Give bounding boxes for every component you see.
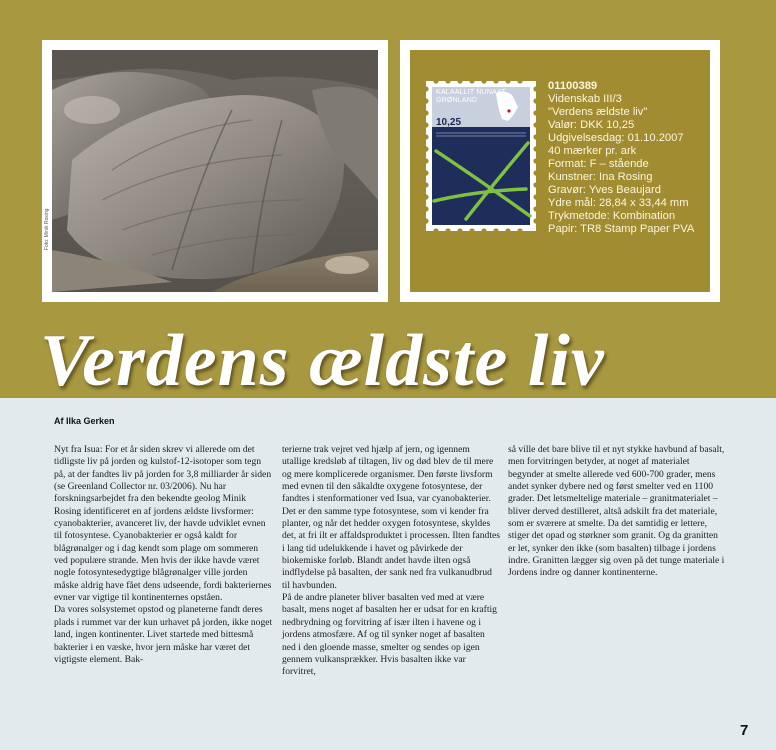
photo-credit: Foto: Minik Rosing bbox=[44, 208, 50, 250]
spec-sheet-count: 40 mærker pr. ark bbox=[548, 145, 637, 157]
rock-photo-frame bbox=[42, 40, 388, 302]
stamp-specifications bbox=[548, 80, 724, 236]
spec-artist: Kunstner: Ina Rosing bbox=[548, 171, 653, 183]
stamp-country-line2: GRØNLAND bbox=[436, 97, 478, 104]
spec-series: Videnskab III/3 bbox=[548, 93, 622, 105]
postage-stamp bbox=[426, 81, 536, 231]
spec-value: Valør: DKK 10,25 bbox=[548, 119, 635, 131]
spec-format: Format: F – stående bbox=[548, 158, 649, 170]
stamp-value: 10,25 bbox=[436, 117, 462, 128]
article-column-3 bbox=[508, 444, 726, 580]
spec-stamp-number: 01100389 bbox=[548, 80, 598, 92]
column-2-paragraph: terierne trak vejret ved hjælp af jern, og igennem utallige kredsløb af tiltagen, liv og død blev de til mere og mere komplicerede organismer. Den første livsform med evnen til den såkaldte oxygene fotosyntese, der fandtes i stenformationer ved Isua, var cyanobakterier. Det er den samme type fotosyntese, som vi kender fra planter, og når det hedder oxygen fotosyntese, skyldes det, at fri ilt er affaldsproduktet i processen. Ilten fandtes i lang tid udelukkende i havet og påvirkede der biokemiske forløb. Blandt andet havde ilten også indflydelse på basalten, der sank ned fra vulkanudbrud til havbunden. bbox=[282, 444, 501, 591]
spec-issue-date: Udgivelsesdag: 01.10.2007 bbox=[548, 132, 684, 144]
spec-print-method: Trykmetode: Kombination bbox=[548, 210, 676, 222]
column-1-paragraph: Da vores solsystemet opstod og planeterne fandt deres plads i rummet var der kun urhavet på jorden, ikke noget land, ingen kontinenter. Livet startede med bittesmå bakterier i en væske, hvor jern måske har været det vigtigste element. Bak- bbox=[54, 604, 273, 665]
column-2-paragraph: På de andre planeter bliver basalten ved med at være basalt, mens noget af basalten her er udsat for en kraftig nedbrydning og forvitring af især ilten i havene og i jordens atmosfære. Af og til synker noget af basalten ned i den gloende masse, smelter og sendes op igen gennem vulkansprækker. Hvis basalten ikke var forvitret, bbox=[282, 592, 497, 678]
column-1-paragraph: Nyt fra Isua: For et år siden skrev vi allerede om det tidligste liv på jorden og kulstof-12-isotoper som tegn på, at der fandtes liv på jorden for 3,8 milliarder år siden (se Greenland Collector nr. 03/2006). Nu har forskningsarbejdet fra den bekendte geolog Minik Rosing identificeret en af jordens ældste livsformer: cyanobakterier, avanceret liv, der havde udviklet evnen til fotosyntese. Cyanobakterier er også kaldt for blågrønalger og i dag kendt som plage om sommeren ved populære strande. Men hvis der ikke havde været nogle fotosyntesedygtige blågrønalger ville jorden måske aldrig have fået dens udseende, fordi bakteriernes evner var vigtige til kontinenternes opståen. bbox=[54, 444, 272, 604]
spec-dimensions: Ydre mål: 28,84 x 33,44 mm bbox=[548, 197, 689, 209]
spec-engraver: Gravør: Yves Beaujard bbox=[548, 184, 661, 196]
article-column-2 bbox=[282, 444, 500, 679]
page-number: 7 bbox=[740, 722, 749, 739]
stamp-country-line1: KALAALLIT NUNAAT bbox=[436, 89, 506, 96]
spec-stamp-title: "Verdens ældste liv" bbox=[548, 106, 648, 118]
column-3-paragraph: så ville det bare blive til et nyt stykke havbund af basalt, men forvitringen betyder, at noget af materialet begynder at smelte allerede ved 600-700 grader, mens andet synker dybere ned og først smelter ved en 1100 grader. Det letsmeltelige materiale – granitmaterialet – bliver derved destilleret, altså adskilt fra det materiale, som er sværere at smelte. Da det samtidig er lettere, stiger det opad og størkner som granit. Og da granitten er let, synker den ikke (som basalten) tilbage i jordens indre. Granitten lægger sig oven på det tunge materiale i Jordens indre og danner kontinenterne. bbox=[508, 444, 725, 579]
article-byline: Af Ilka Gerken bbox=[54, 416, 115, 426]
spec-paper: Papir: TR8 Stamp Paper PVA bbox=[548, 223, 695, 235]
article-headline: Verdens ældste liv bbox=[40, 320, 605, 402]
article-column-1 bbox=[54, 444, 274, 666]
rock-outcrop-photo bbox=[52, 50, 378, 292]
